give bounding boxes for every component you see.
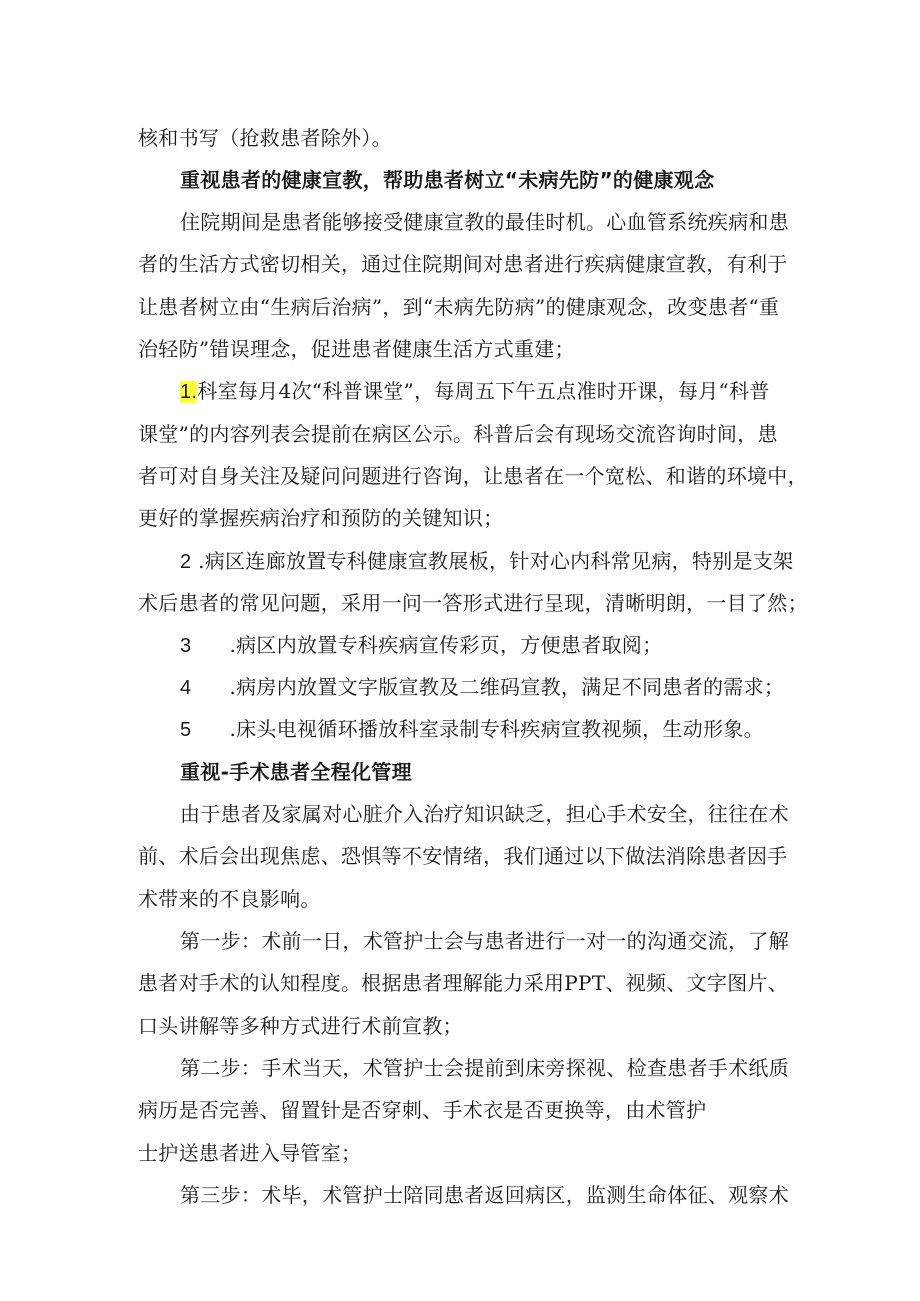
section-heading: 重视-手术患者全程化管理 xyxy=(180,760,412,784)
text-line: 更好的掌握疾病治疗和预防的关键知识； xyxy=(138,506,504,530)
text-line: 让患者树立由“生病后治病”，到“未病先防病”的健康观念，改变患者“重 xyxy=(138,295,780,319)
list-item xyxy=(180,671,784,700)
section-heading: 重视患者的健康宣教，帮助患者树立“未病先防”的健康观念 xyxy=(180,168,715,192)
list-item xyxy=(180,713,764,742)
list-item-text: .床头电视循环播放科室录制专科疾病宣教视频，生动形象。 xyxy=(229,717,764,741)
text-line: 课堂”的内容列表会提前在病区公示。科普后会有现场交流咨询时间，患 xyxy=(138,422,778,446)
list-item-text: .病区内放置专科疾病宣传彩页，方便患者取阅； xyxy=(229,633,663,657)
text-line: 前、术后会出现焦虑、恐惧等不安情绪，我们通过以下做法消除患者因手 xyxy=(138,844,788,868)
text-line: 者可对自身关注及疑问问题进行咨询，让患者在一个宽松、和谐的环境中， xyxy=(138,464,808,488)
text-line: 病历是否完善、留置针是否穿刺、手术衣是否更换等，由术管护 xyxy=(138,1098,707,1122)
text-line: 口头讲解等多种方式进行术前宣教； xyxy=(138,1014,463,1038)
list-number: 4 xyxy=(180,677,192,699)
list-number: 3 xyxy=(180,635,192,657)
text-line: 术后患者的常见问题，采用一问一答形式进行呈现，清晰明朗，一目了然； xyxy=(138,591,808,615)
text-line: 核和书写（抢救患者除外）。 xyxy=(138,126,392,150)
list-item-text: 科室每月4次“科普课堂”，每周五下午五点准时开课，每月“科普 xyxy=(197,379,770,403)
text-line: 由于患者及家属对心脏介入治疗知识缺乏，担心手术安全，往往在术 xyxy=(180,802,789,826)
list-item xyxy=(180,545,793,574)
list-item-text: .病区连廊放置专科健康宣教展板，针对心内科常见病，特别是支架 xyxy=(191,549,794,573)
list-item-text: .病房内放置文字版宣教及二维码宣教，满足不同患者的需求； xyxy=(229,675,785,699)
list-number: 2 xyxy=(180,551,192,573)
text-line: 治轻防”错误理念，促进患者健康生活方式重建； xyxy=(138,337,575,361)
list-number: 1. xyxy=(180,381,198,403)
text-line: 第三步：术毕，术管护士陪同患者返回病区，监测生命体征、观察术 xyxy=(180,1183,789,1207)
text-line: 患者对手术的认知程度。根据患者理解能力采用PPT、视频、文字图片、 xyxy=(138,971,789,995)
list-item xyxy=(180,629,662,658)
list-item xyxy=(180,375,770,404)
text-line: 第二步：手术当天，术管护士会提前到床旁探视、检查患者手术纸质 xyxy=(180,1056,789,1080)
text-line: 第一步：术前一日，术管护士会与患者进行一对一的沟通交流，了解 xyxy=(180,929,789,953)
text-line: 者的生活方式密切相关，通过住院期间对患者进行疾病健康宣教，有利于 xyxy=(138,252,788,276)
list-number: 5 xyxy=(180,719,192,741)
text-line: 住院期间是患者能够接受健康宣教的最佳时机。心血管系统疾病和患 xyxy=(180,210,789,234)
text-line: 士护送患者进入导管室； xyxy=(138,1141,362,1165)
text-line: 术带来的不良影响。 xyxy=(138,887,321,911)
